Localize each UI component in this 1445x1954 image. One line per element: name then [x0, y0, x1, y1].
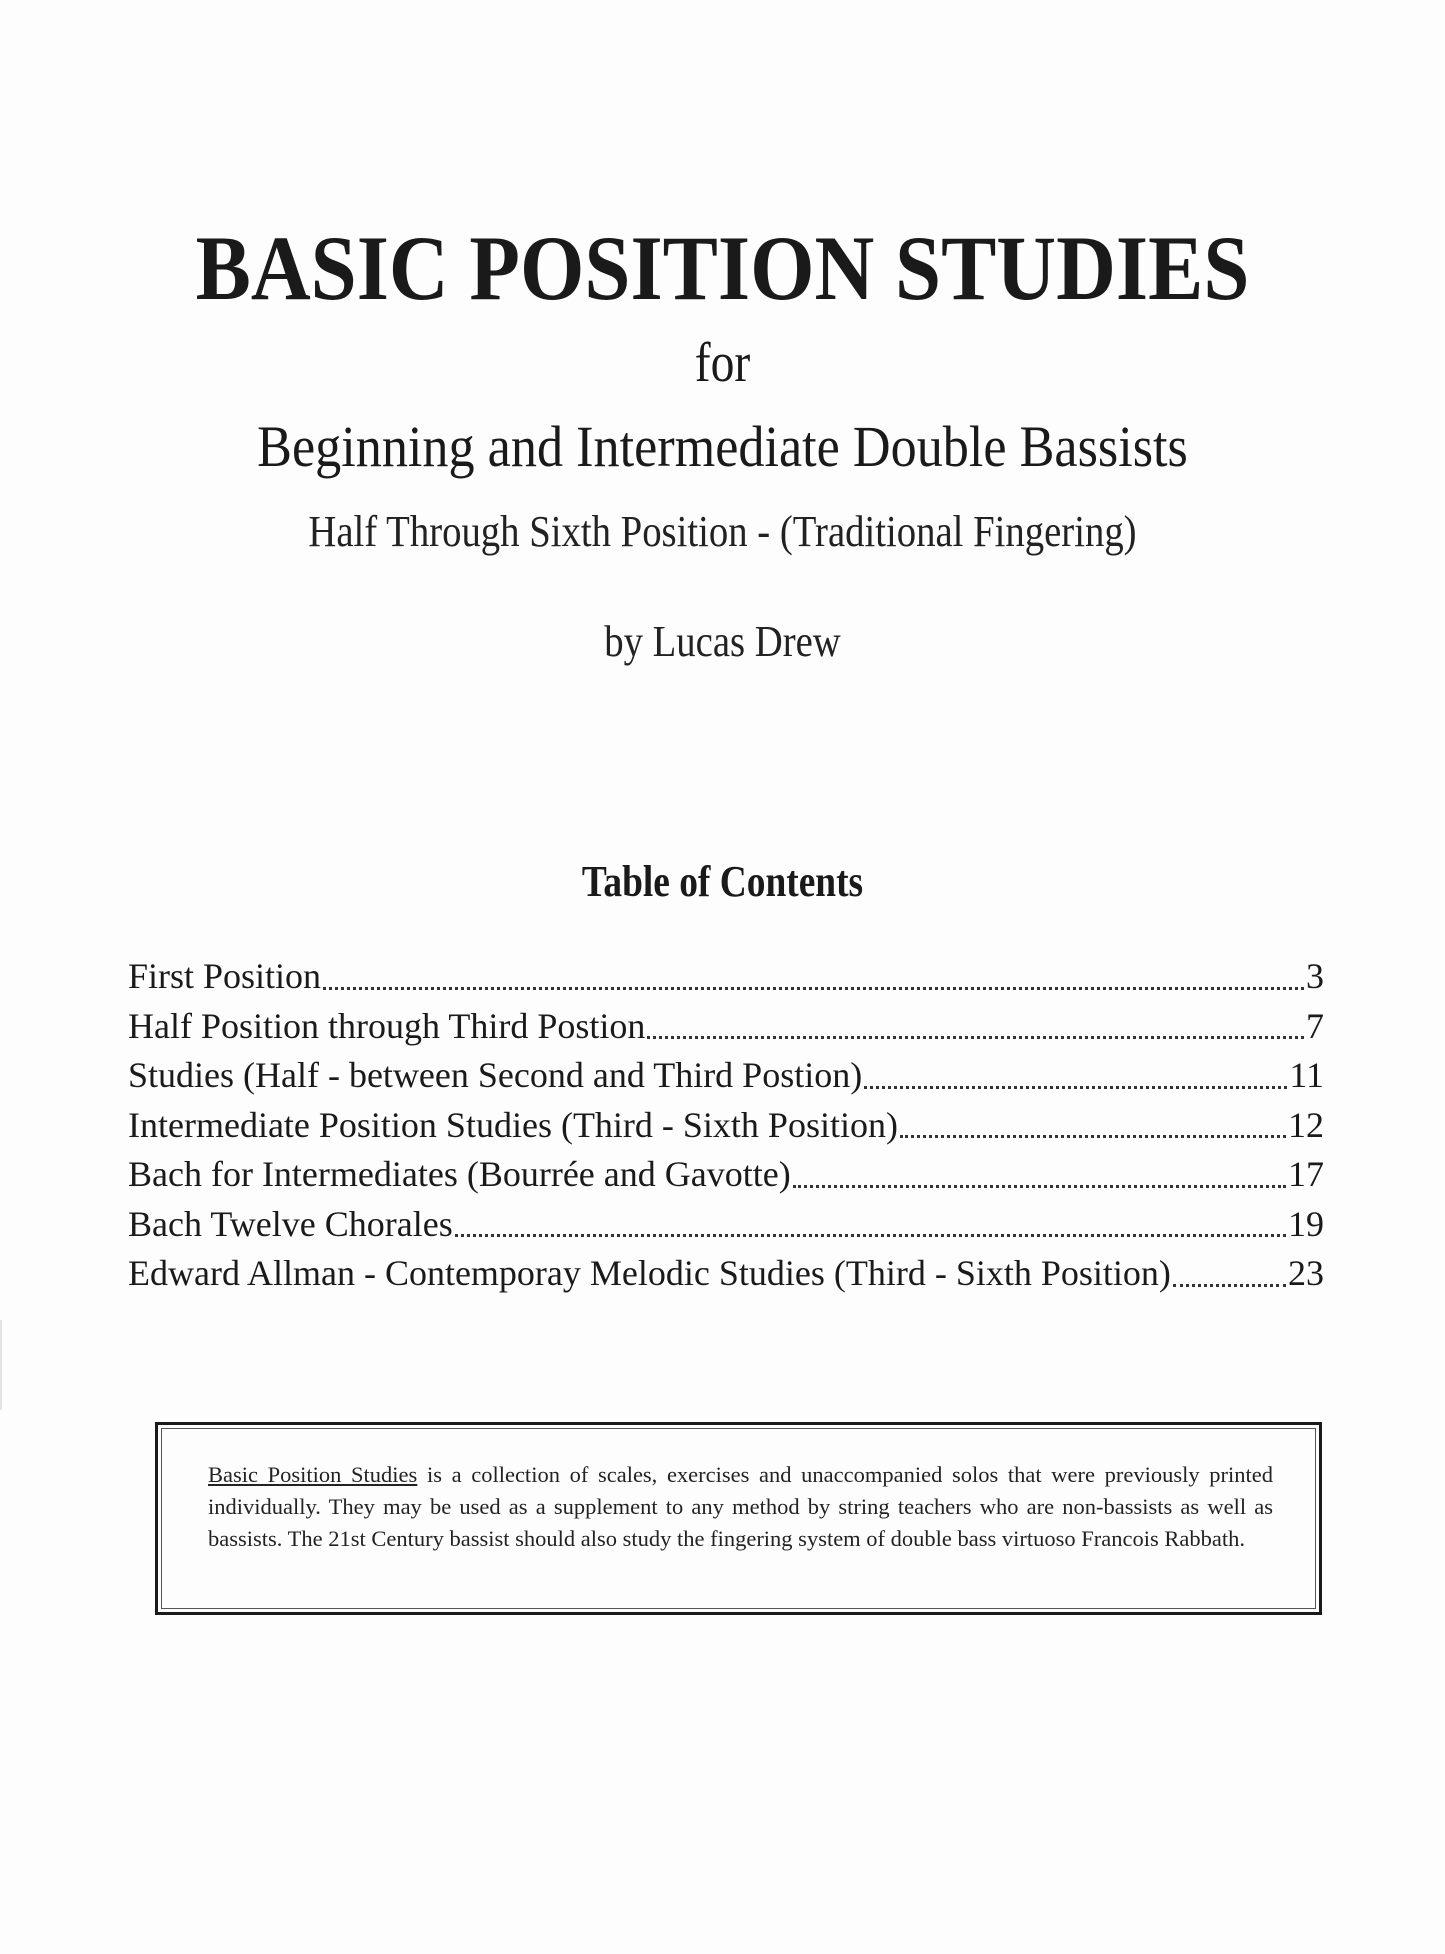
- toc-entry-page: 19: [1288, 1203, 1324, 1244]
- book-author: by Lucas Drew: [604, 617, 841, 666]
- book-title: BASIC POSITION STUDIES: [195, 217, 1250, 319]
- toc-entry-title: Half Position through Third Postion: [128, 1005, 646, 1046]
- title-for: for: [694, 332, 751, 394]
- table-of-contents: [128, 952, 1324, 1299]
- toc-entry-title: Bach for Intermediates (Bourrée and Gavotte): [128, 1154, 791, 1194]
- toc-leader-dots: [647, 1036, 1304, 1039]
- toc-leader-dots: [323, 987, 1304, 990]
- toc-entry: [128, 1002, 1324, 1052]
- toc-entry-page: 23: [1288, 1253, 1324, 1293]
- toc-leader-dots: [864, 1086, 1287, 1089]
- toc-entry-title: Bach Twelve Chorales: [128, 1203, 453, 1244]
- note-book-title: Basic Position Studies: [208, 1462, 418, 1487]
- toc-leader-dots: [793, 1185, 1286, 1188]
- toc-entry: [128, 952, 1324, 1002]
- scan-edge-mark: [0, 1320, 2, 1410]
- toc-entry-title: Studies (Half - between Second and Third Postion): [128, 1055, 863, 1095]
- toc-entry: [128, 1051, 1324, 1101]
- toc-leader-dots: [455, 1234, 1286, 1237]
- toc-entry: [128, 1101, 1324, 1151]
- book-subtitle: Beginning and Intermediate Double Bassists: [257, 414, 1188, 479]
- toc-entry-page: 7: [1306, 1005, 1324, 1046]
- toc-entry-title: First Position: [128, 956, 322, 996]
- toc-entry-title: Edward Allman - Contemporay Melodic Studies (Third - Sixth Position): [128, 1253, 1171, 1293]
- toc-entry-page: 12: [1288, 1104, 1324, 1145]
- note-box: [155, 1422, 1322, 1615]
- book-subtitle-positions: Half Through Sixth Position - (Traditional Fingering): [308, 507, 1137, 556]
- toc-entry-page: 11: [1289, 1055, 1324, 1095]
- toc-entry: [128, 1249, 1324, 1299]
- note-text: [161, 1428, 1316, 1609]
- toc-entry-page: 17: [1288, 1154, 1324, 1194]
- toc-entry: [128, 1200, 1324, 1250]
- note-body: is a collection of scales, exercises and unaccompanied solos that were previously printed individually. They may be used as a supplement to any method by string teachers who are non-bassists as well as bassists. The 21st Century bassist should also study the fingering system of double bass virtuoso Francois Rabbath.: [208, 1462, 1273, 1551]
- toc-entry: [128, 1150, 1324, 1200]
- toc-leader-dots: [1173, 1284, 1286, 1287]
- toc-entry-title: Intermediate Position Studies (Third - Sixth Position): [128, 1104, 898, 1145]
- toc-leader-dots: [900, 1135, 1286, 1138]
- toc-entry-page: 3: [1306, 956, 1324, 996]
- toc-heading: Table of Contents: [581, 857, 864, 906]
